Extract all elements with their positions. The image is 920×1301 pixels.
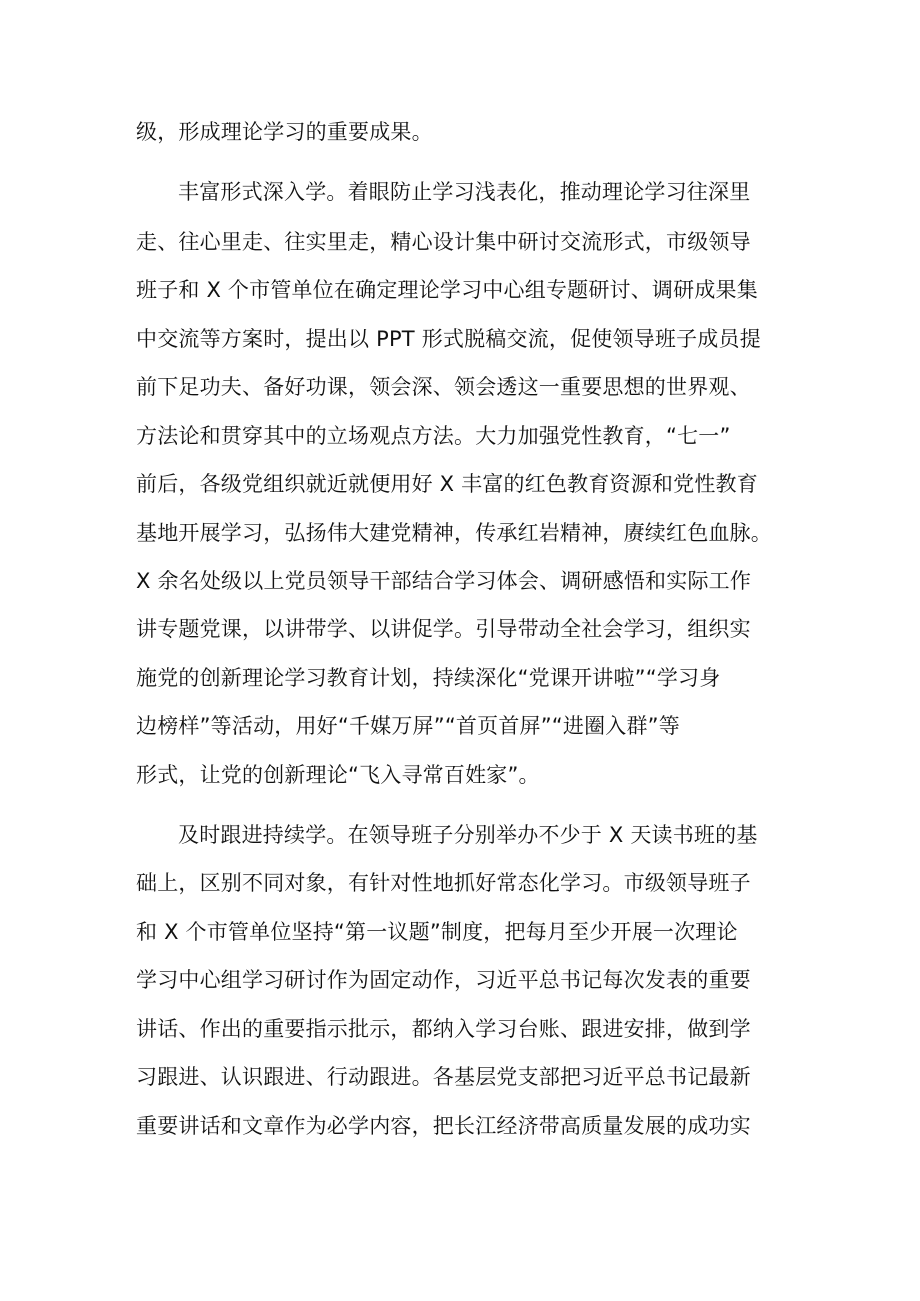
text-line: 前后，各级党组织就近就便用好 X 丰富的红色教育资源和党性教育 (136, 472, 758, 496)
text-line: 和 X 个市管单位坚持“第一议题”制度，把每月至少开展一次理论 (136, 920, 738, 944)
text-line: 讲话、作出的重要指示批示，都纳入学习台账、跟进安排，做到学 (136, 1017, 751, 1041)
text-line: 及时跟进持续学。在领导班子分别举办不少于 X 天读书班的基 (178, 823, 758, 847)
text-line: 丰富形式深入学。着眼防止学习浅表化，推动理论学习往深里 (178, 180, 751, 204)
text-line: 前下足功夫、备好功课，领会深、领会透这一重要思想的世界观、 (136, 375, 751, 399)
text-line: X 余名处级以上党员领导干部结合学习体会、调研感悟和实际工作 (136, 569, 752, 593)
text-line: 形式，让党的创新理论“飞入寻常百姓家”。 (136, 763, 540, 787)
text-line: 班子和 X 个市管单位在确定理论学习中心组专题研讨、调研成果集 (136, 278, 758, 302)
text-line: 讲专题党课，以讲带学、以讲促学。引导带动全社会学习，组织实 (136, 617, 751, 641)
text-line: 础上，区别不同对象，有针对性地抓好常态化学习。市级领导班子 (136, 871, 751, 895)
text-line: 级，形成理论学习的重要成果。 (136, 120, 433, 144)
text-line: 走、往心里走、往实里走，精心设计集中研讨交流形式，市级领导 (136, 230, 751, 254)
text-line: 习跟进、认识跟进、行动跟进。各基层党支部把习近平总书记最新 (136, 1065, 751, 1089)
text-line: 重要讲话和文章作为必学内容，把长江经济带高质量发展的成功实 (136, 1114, 751, 1138)
text-line: 边榜样”等活动，用好“千媒万屏”“首页首屏”“进圈入群”等 (136, 714, 680, 738)
text-line: 基地开展学习，弘扬伟大建党精神，传承红岩精神，赓续红色血脉。 (136, 521, 772, 545)
text-line: 学习中心组学习研讨作为固定动作，习近平总书记每次发表的重要 (136, 968, 751, 992)
text-line: 中交流等方案时，提出以 PPT 形式脱稿交流，促使领导班子成员提 (136, 327, 761, 351)
text-line: 施党的创新理论学习教育计划，持续深化“党课开讲啦”“学习身 (136, 666, 721, 690)
text-line: 方法论和贯穿其中的立场观点方法。大力加强党性教育，“七一” (136, 424, 731, 448)
